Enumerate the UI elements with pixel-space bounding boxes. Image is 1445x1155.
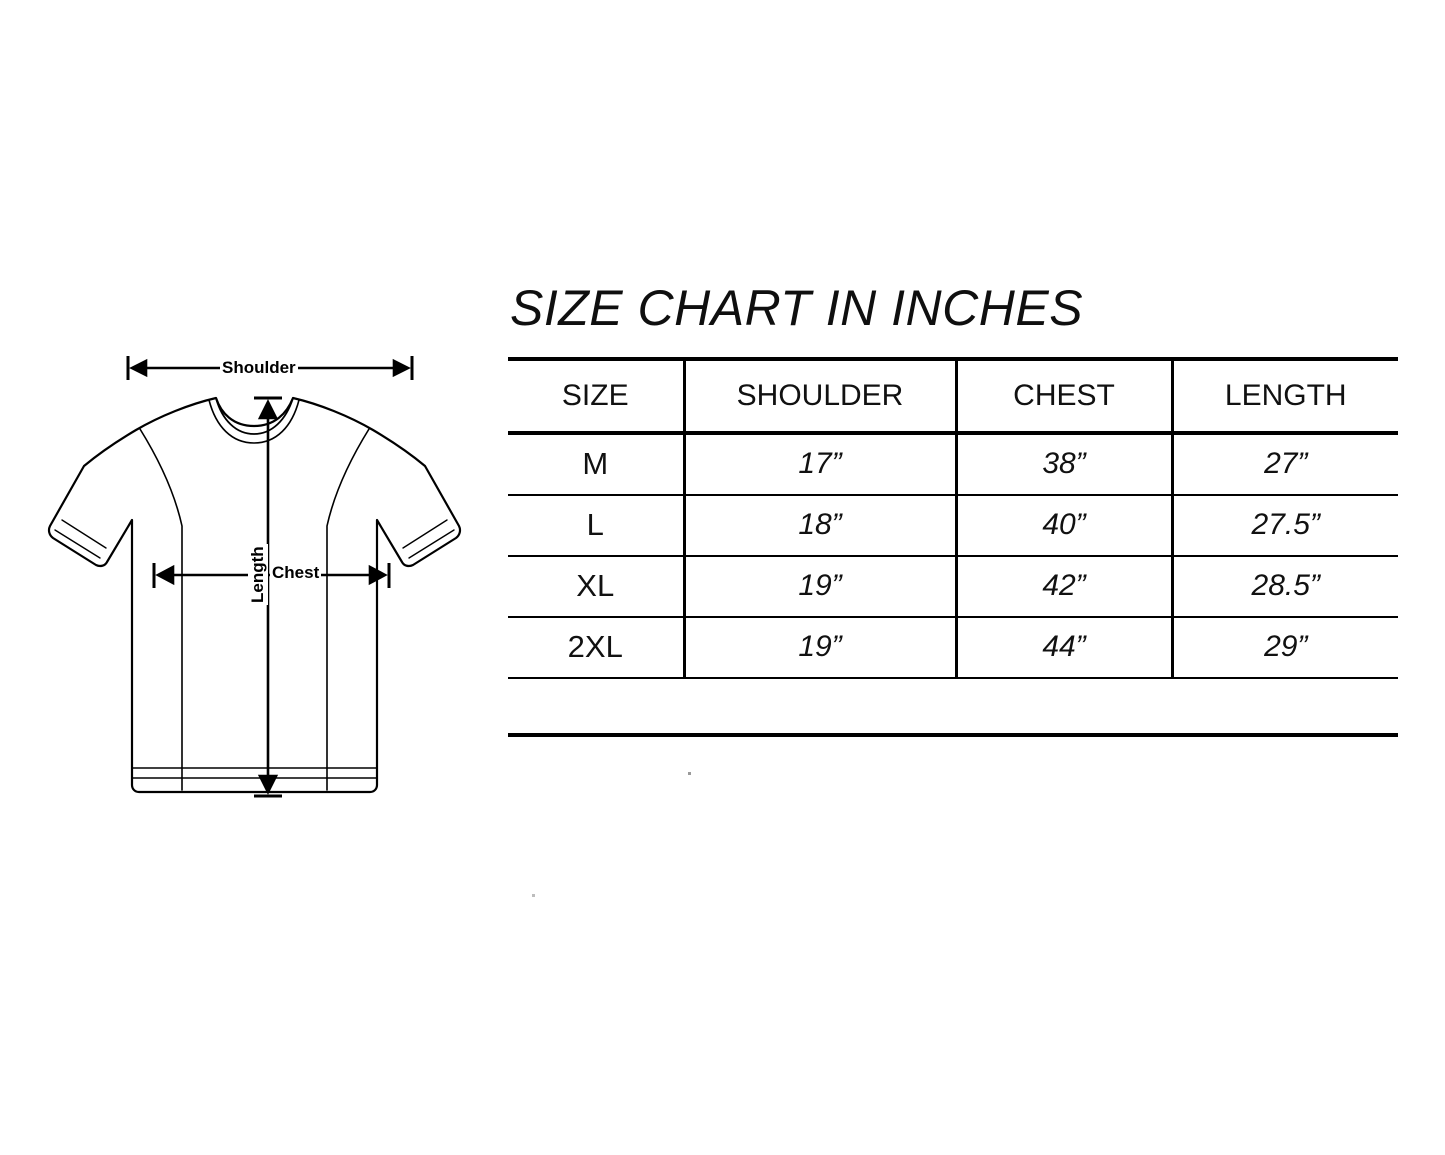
cell-chest: 38” — [956, 433, 1172, 495]
table-row — [508, 433, 1398, 495]
page-title: SIZE CHART IN INCHES — [510, 280, 1084, 336]
image-artifact-speck — [688, 772, 691, 775]
size-chart-table — [508, 357, 1398, 679]
cell-chest: 40” — [956, 495, 1172, 556]
cell-chest: 42” — [956, 556, 1172, 617]
chest-dimension-label: Chest — [272, 563, 320, 582]
cell-length: 27.5” — [1172, 495, 1398, 556]
table-row — [508, 495, 1398, 556]
cell-size: XL — [508, 556, 684, 617]
cell-size: 2XL — [508, 617, 684, 678]
size-chart-block — [508, 282, 1398, 737]
t-shirt-measurement-diagram — [40, 330, 500, 830]
column-header-chest: CHEST — [956, 359, 1172, 433]
cell-shoulder: 18” — [684, 495, 956, 556]
cell-length: 28.5” — [1172, 556, 1398, 617]
image-artifact-speck — [532, 894, 535, 897]
column-header-size: SIZE — [508, 359, 684, 433]
cell-size: L — [508, 495, 684, 556]
cell-length: 29” — [1172, 617, 1398, 678]
cell-shoulder: 19” — [684, 617, 956, 678]
cell-chest: 44” — [956, 617, 1172, 678]
table-footer-rule — [508, 733, 1398, 737]
cell-shoulder: 19” — [684, 556, 956, 617]
cell-shoulder: 17” — [684, 433, 956, 495]
table-row — [508, 556, 1398, 617]
table-row — [508, 617, 1398, 678]
column-header-shoulder: SHOULDER — [684, 359, 956, 433]
length-dimension-label: Length — [248, 546, 267, 603]
cell-length: 27” — [1172, 433, 1398, 495]
cell-size: M — [508, 433, 684, 495]
column-header-length: LENGTH — [1172, 359, 1398, 433]
table-header-row — [508, 359, 1398, 433]
shoulder-dimension-label: Shoulder — [222, 358, 296, 377]
